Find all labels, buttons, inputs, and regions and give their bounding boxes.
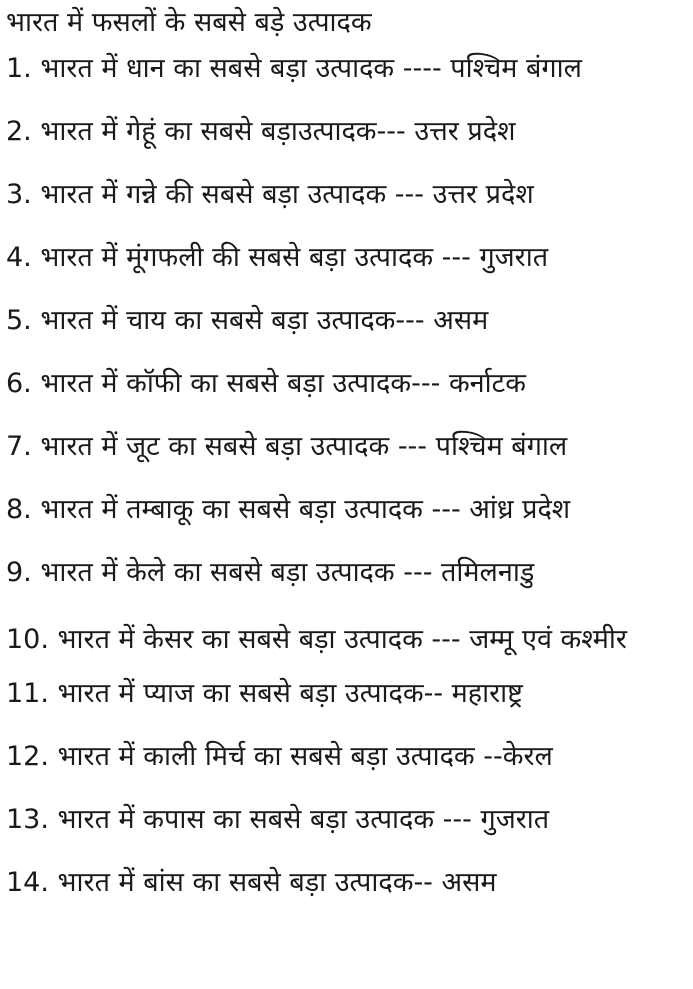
item-number: 5. xyxy=(6,305,32,336)
item-number: 7. xyxy=(6,431,32,462)
list-item xyxy=(6,428,687,466)
list-item xyxy=(6,675,687,713)
list-item xyxy=(6,617,687,662)
producer-list xyxy=(6,50,687,902)
item-text: भारत में कपास का सबसे बड़ा उत्पादक --- गुजरात xyxy=(57,804,550,835)
list-item xyxy=(6,365,687,403)
item-number: 9. xyxy=(6,557,32,588)
list-item xyxy=(6,738,687,776)
list-item xyxy=(6,239,687,277)
page-title: भारत में फसलों के सबसे बड़े उत्पादक xyxy=(6,7,372,38)
item-text: भारत में तम्बाकू का सबसे बड़ा उत्पादक --- आंध्र प्रदेश xyxy=(40,494,571,525)
item-text: भारत में धान का सबसे बड़ा उत्पादक ---- पश्चिम बंगाल xyxy=(40,53,582,84)
item-number: 14. xyxy=(6,867,49,898)
item-number: 8. xyxy=(6,494,32,525)
item-text: भारत में बांस का सबसे बड़ा उत्पादक-- असम xyxy=(57,867,497,898)
item-text: भारत में जूट का सबसे बड़ा उत्पादक --- पश्चिम बंगाल xyxy=(40,431,568,462)
item-number: 4. xyxy=(6,242,32,273)
list-item xyxy=(6,554,687,592)
item-text: भारत में चाय का सबसे बड़ा उत्पादक--- असम xyxy=(40,305,489,336)
item-text: भारत में गन्ने की सबसे बड़ा उत्पादक --- उत्तर प्रदेश xyxy=(40,179,534,210)
item-text: भारत में गेहूं का सबसे बड़ाउत्पादक--- उत्तर प्रदेश xyxy=(40,116,516,147)
list-item xyxy=(6,50,687,88)
item-text: भारत में कॉफी का सबसे बड़ा उत्पादक--- कर्नाटक xyxy=(40,368,526,399)
item-number: 13. xyxy=(6,804,49,835)
item-text: भारत में केले का सबसे बड़ा उत्पादक --- तमिलनाडु xyxy=(40,557,535,588)
list-item xyxy=(6,801,687,839)
item-number: 12. xyxy=(6,741,49,772)
item-number: 2. xyxy=(6,116,32,147)
list-item xyxy=(6,176,687,214)
item-number: 11. xyxy=(6,678,49,709)
item-number: 3. xyxy=(6,179,32,210)
item-text: भारत में प्याज का सबसे बड़ा उत्पादक-- महाराष्ट्र xyxy=(57,678,523,709)
item-number: 10. xyxy=(6,624,49,655)
list-item xyxy=(6,864,687,902)
item-number: 6. xyxy=(6,368,32,399)
list-item xyxy=(6,302,687,340)
list-item xyxy=(6,113,687,151)
item-text: भारत में मूंगफली की सबसे बड़ा उत्पादक --- गुजरात xyxy=(40,242,549,273)
item-number: 1. xyxy=(6,53,32,84)
item-text: भारत में काली मिर्च का सबसे बड़ा उत्पादक --केरल xyxy=(57,741,553,772)
list-item xyxy=(6,491,687,529)
item-text: भारत में केसर का सबसे बड़ा उत्पादक --- जम्मू एवं कश्मीर xyxy=(57,624,627,655)
